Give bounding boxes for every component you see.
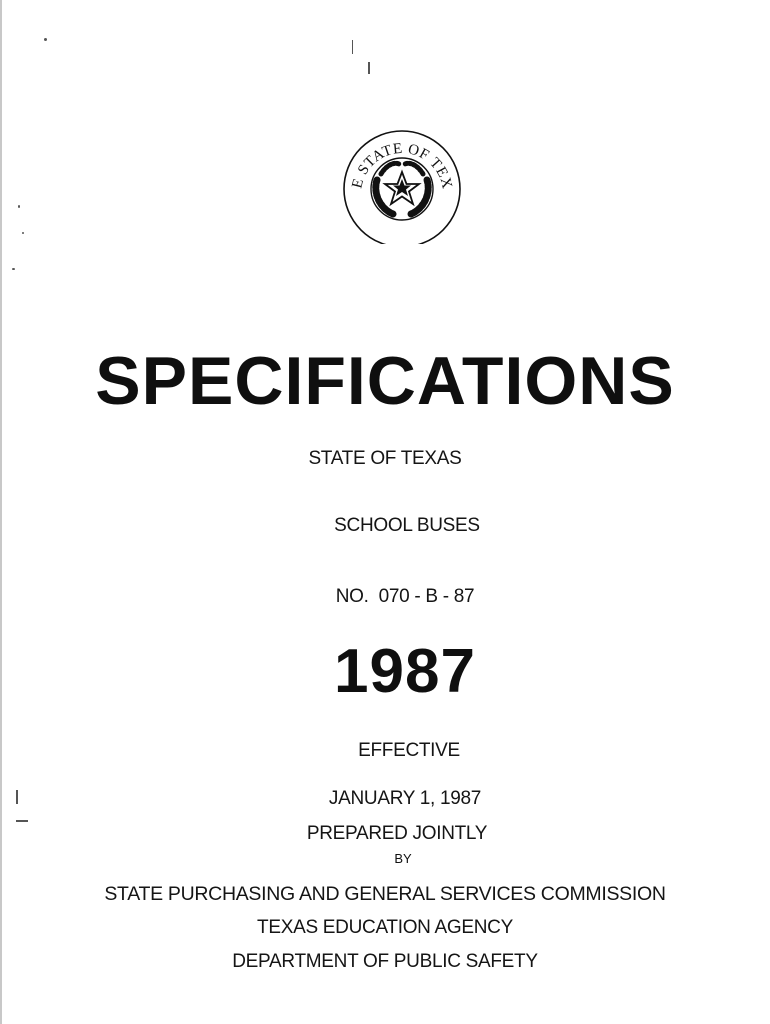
spec-number: NO. 070 - B - 87	[335, 586, 475, 607]
seal-text: E STATE OF TEX	[349, 140, 455, 191]
agency-state-purchasing: STATE PURCHASING AND GENERAL SERVICES COMMISSION	[104, 883, 666, 905]
effective-label: EFFECTIVE	[358, 740, 460, 761]
scan-speck	[44, 38, 47, 41]
scan-speck	[368, 62, 370, 74]
scan-speck	[12, 268, 15, 270]
year-heading: 1987	[334, 637, 476, 706]
scan-speck	[18, 205, 20, 208]
state-line: STATE OF TEXAS	[308, 448, 462, 469]
scan-speck	[16, 820, 28, 822]
scan-speck	[22, 232, 24, 234]
subject-line: SCHOOL BUSES	[334, 515, 480, 536]
texas-state-seal	[337, 124, 467, 244]
scan-speck	[352, 40, 353, 54]
prepared-label: PREPARED JOINTLY	[306, 823, 488, 844]
seal-icon	[337, 124, 467, 244]
svg-text:THE STATE OF TEXAS	[337, 124, 455, 191]
agency-public-safety: DEPARTMENT OF PUBLIC SAFETY	[232, 951, 538, 972]
effective-date: JANUARY 1, 1987	[328, 788, 482, 809]
by-label: BY	[394, 851, 412, 866]
page-scan-edge	[0, 0, 2, 1024]
document-title: SPECIFICATIONS	[95, 343, 675, 419]
scan-speck	[16, 790, 18, 804]
agency-texas-education: TEXAS EDUCATION AGENCY	[257, 917, 513, 938]
